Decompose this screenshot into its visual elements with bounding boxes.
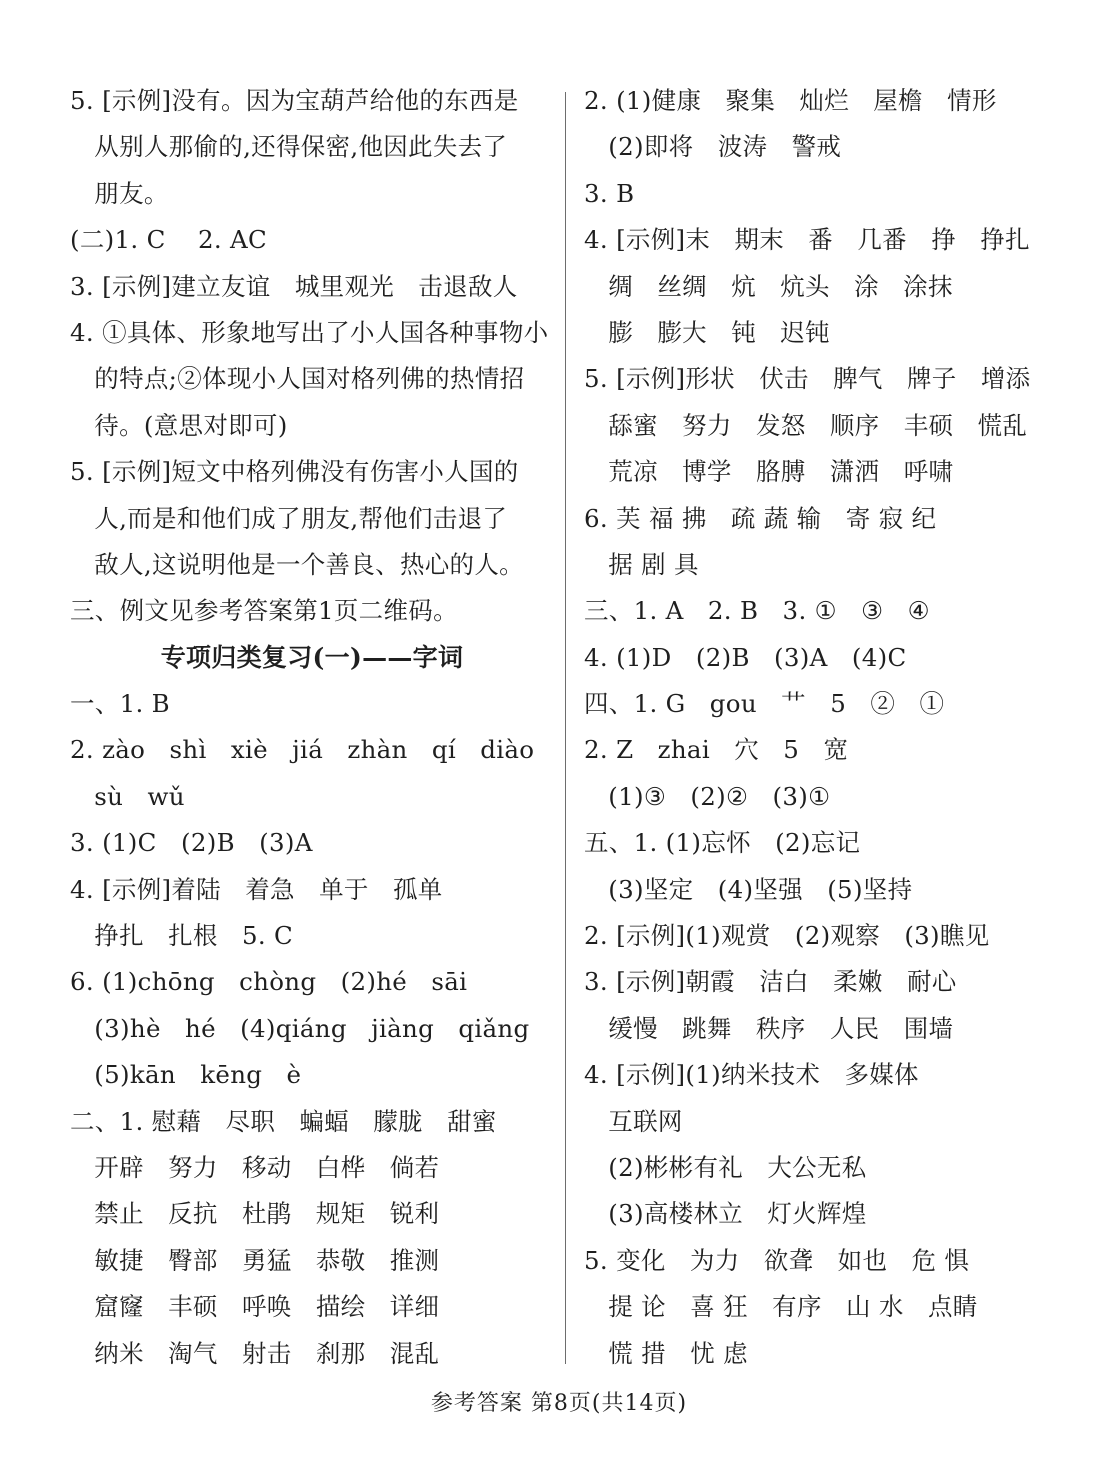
answer-line: 纳米 淘气 射击 刹那 混乱 [70,1338,440,1368]
answer-line: 4. [示例](1)纳米技术 多媒体 [584,1060,919,1090]
answer-line: 提 论 喜 狂 有序 山 水 点睛 [584,1292,978,1322]
answer-line: 缓慢 跳舞 秩序 人民 围墙 [584,1013,954,1043]
answer-line: 4. (1)D (2)B (3)A (4)C [584,642,907,672]
answer-line: 荒凉 博学 胳膊 潇洒 呼啸 [584,457,954,487]
answer-line: 膨 膨大 钝 迟钝 [584,317,830,347]
answer-line: (3)高楼林立 灯火辉煌 [584,1199,867,1229]
answer-line: 从别人那偷的,还得保密,他因此失去了 [70,132,508,162]
answer-line: 5. [示例]没有。因为宝葫芦给他的东西是 [70,86,519,115]
answer-line: 2. (1)健康 聚集 灿烂 屋檐 情形 [584,86,997,115]
answer-line: 6. 芙 福 拂 疏 蔬 输 寄 寂 纪 [584,503,937,533]
answer-line: 4. [示例]末 期末 番 几番 挣 挣扎 [584,225,1030,255]
answer-line: 3. [示例]朝霞 洁白 柔嫩 耐心 [584,967,957,997]
answer-line: 慌 措 忧 虑 [584,1338,748,1368]
answer-line: 绸 丝绸 炕 炕头 涂 涂抹 [584,271,953,301]
answer-line: 舔蜜 努力 发怒 顺序 丰硕 慌乱 [584,410,1028,440]
left-column [70,78,554,1377]
answer-line: 待。(意思对即可) [70,410,288,440]
answer-line: 2. zào shì xiè jiá zhàn qí diào [70,735,535,765]
answer-line: (1)③ (2)② (3)① [584,781,831,811]
answer-line: 三、1. A 2. B 3. ① ③ ④ [584,596,930,626]
answer-line: 人,而是和他们成了朋友,帮他们击退了 [70,503,508,533]
answer-line: 据 剧 具 [584,549,699,579]
answer-line: 窟窿 丰硕 呼唤 描绘 详细 [70,1292,440,1322]
answer-line: (2)即将 波涛 警戒 [584,132,842,162]
answer-line: 3. B [584,178,635,208]
answer-line: 敏捷 臀部 勇猛 恭敬 推测 [70,1245,440,1275]
answer-line: 3. [示例]建立友谊 城里观光 击退敌人 [70,271,518,301]
column-divider [565,92,566,1364]
answer-line: 三、例文见参考答案第1页二维码。 [70,596,458,626]
answer-line: (5)kān kēng è [70,1060,302,1090]
answer-line: 4. [示例]着陆 着急 单于 孤单 [70,874,443,904]
right-column [584,78,1054,1377]
answer-line: 5. 变化 为力 欲聋 如也 危 惧 [584,1245,970,1275]
answer-line: 2. Z zhai 穴 5 宽 [584,735,849,765]
answer-line: 互联网 [584,1106,683,1136]
page-footer: 参考答案 第8页(共14页) [430,1391,688,1416]
answer-line: 挣扎 扎根 5. C [70,921,294,951]
answer-line: 敌人,这说明他是一个善良、热心的人。 [70,549,524,579]
answer-line: sù wǔ [70,781,185,811]
answer-line: 6. (1)chōng chòng (2)hé sāi [70,967,468,997]
answer-line: 5. [示例]短文中格列佛没有伤害小人国的 [70,457,519,487]
answer-line: 2. [示例](1)观赏 (2)观察 (3)瞧见 [584,921,990,951]
answer-line: 的特点;②体现小人国对格列佛的热情招 [70,364,525,394]
answer-line: (3)坚定 (4)坚强 (5)坚持 [584,874,913,904]
answer-line: (2)彬彬有礼 大公无私 [584,1152,867,1182]
answer-line: 朋友。 [70,178,169,208]
answer-line: 开辟 努力 移动 白桦 倘若 [70,1152,440,1182]
answer-line: 五、1. (1)忘怀 (2)忘记 [584,828,861,858]
answer-line: 3. (1)C (2)B (3)A [70,828,313,858]
answer-line: 5. [示例]形状 伏击 脾气 牌子 增添 [584,364,1031,394]
answer-line: 一、1. B [70,689,170,719]
section-heading: 专项归类复习(一)——字词 [160,642,464,672]
answer-line: 禁止 反抗 杜鹃 规矩 锐利 [70,1199,440,1229]
answer-line: 4. ①具体、形象地写出了小人国各种事物小 [70,317,549,347]
answer-line: (二)1. C 2. AC [70,225,268,255]
answer-line: 四、1. G gou 艹 5 ② ① [584,689,945,719]
answer-line: 二、1. 慰藉 尽职 蝙蝠 朦胧 甜蜜 [70,1106,497,1136]
answer-line: (3)hè hé (4)qiáng jiàng qiǎng [70,1013,530,1043]
